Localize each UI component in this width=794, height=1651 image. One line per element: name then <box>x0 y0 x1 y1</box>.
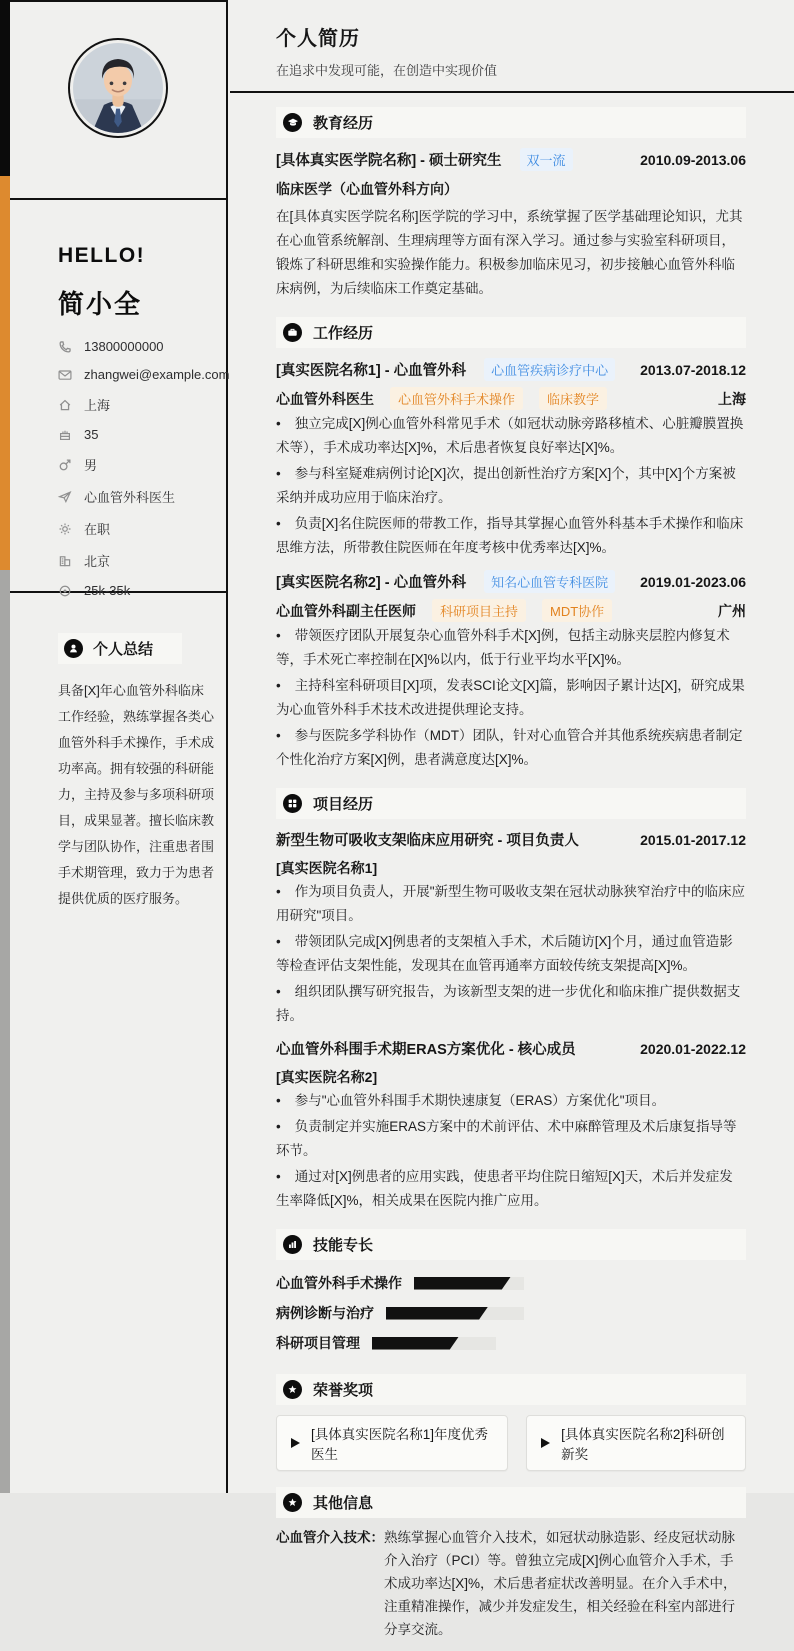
page-title: 个人简历 <box>276 28 360 50</box>
status-icon <box>58 522 72 536</box>
age-icon <box>58 428 72 442</box>
city-icon <box>58 554 72 568</box>
awards-list <box>276 1415 746 1471</box>
section-header-awards <box>276 1374 746 1405</box>
contact-status-value: 在职 <box>84 522 111 537</box>
education-badge-link[interactable]: 双一流 <box>520 148 573 171</box>
play-triangle-icon <box>541 1438 550 1448</box>
page-subtitle: 在追求中发现可能，在创造中实现价值 <box>276 63 498 78</box>
award-label: [具体真实医院名称2]科研创新奖 <box>561 1427 725 1462</box>
phone-icon <box>58 340 72 354</box>
bullet-item: • 带领医疗团队开展复杂心血管外科手术[X]例，包括主动脉夹层腔内修复术等，手术死亡率控制在[X]%以内，低于行业平均水平[X]%。 <box>276 624 746 672</box>
play-triangle-icon <box>291 1438 300 1448</box>
skill-item <box>276 1303 524 1323</box>
contact-phone-value: 13800000000 <box>84 339 164 354</box>
section-title-education: 教育经历 <box>313 115 374 132</box>
photo-block <box>10 2 226 200</box>
award-item-1[interactable] <box>276 1415 508 1471</box>
skill-label: 病例诊断与治疗 <box>276 1305 374 1321</box>
contact-location-value: 上海 <box>84 398 111 413</box>
section-title-work: 工作经历 <box>313 325 374 342</box>
candidate-name: 简小全 <box>58 289 143 319</box>
skill-label: 心血管外科手术操作 <box>276 1275 402 1291</box>
bullet-item: • 作为项目负责人，开展"新型生物可吸收支架在冠状动脉狭窄治疗中的临床应用研究"项目。 <box>276 880 746 928</box>
project1-org: [真实医院名称1] <box>276 860 378 876</box>
section-header-education <box>276 107 746 138</box>
edge-black-segment <box>0 0 10 176</box>
salary-icon <box>58 584 72 598</box>
person-icon <box>64 639 83 658</box>
job1-badge-link[interactable]: 心血管疾病诊疗中心 <box>484 358 615 381</box>
summary-header <box>58 633 182 664</box>
education-icon <box>283 113 302 132</box>
education-description: 在[具体真实医学院名称]医学院的学习中，系统掌握了医学基础理论知识，尤其在心血管系统解剖、生理病理等方面有深入学习。通过参与实验室科研项目，锻炼了科研思维和实验操作能力。积极参加临床见习，初步接触心血管外科临床病例，为后续临床工作奠定基础。 <box>276 209 743 296</box>
project1-bullets <box>276 880 746 1028</box>
summary-title: 个人总结 <box>93 641 154 658</box>
project1-head <box>276 829 746 850</box>
job2-role-row <box>276 599 746 622</box>
contact-salary-value: 25k-35k <box>84 583 131 598</box>
award-label: [具体真实医院名称1]年度优秀医生 <box>311 1427 489 1462</box>
job1-tag-2: 临床教学 <box>539 387 607 410</box>
education-school: [具体真实医学院名称] - 硕士研究生 <box>276 153 502 169</box>
contact-location <box>58 395 216 414</box>
bullet-item: • 参与科室疑难病例讨论[X]次，提出创新性治疗方案[X]个，其中[X]个方案被采纳并成功应用于临床治疗。 <box>276 462 746 510</box>
award-star-icon <box>283 1380 302 1399</box>
skill-item <box>276 1273 524 1293</box>
bullet-item: • 组织团队撰写研究报告，为该新型支架的进一步优化和临床推广提供数据支持。 <box>276 980 746 1028</box>
job1-tag-1: 心血管外科手术操作 <box>390 387 523 410</box>
project2-name: 心血管外科围手术期ERAS方案优化 - 核心成员 <box>276 1042 576 1058</box>
section-title-other: 其他信息 <box>313 1495 374 1512</box>
award-item-2[interactable] <box>526 1415 746 1471</box>
job1-org: [真实医院名称1] - 心血管外科 <box>276 363 467 379</box>
skill-item <box>276 1333 716 1353</box>
section-header-other <box>276 1487 746 1518</box>
education-date: 2010.09-2013.06 <box>640 151 746 168</box>
contact-phone <box>58 339 216 354</box>
bar-chart-icon <box>283 1235 302 1254</box>
other-info-row <box>276 1526 746 1641</box>
skill-bar-track <box>386 1307 524 1320</box>
project2-bullets <box>276 1089 746 1213</box>
other-info-text: 熟练掌握心血管介入技术，如冠状动脉造影、经皮冠状动脉介入治疗（PCI）等。曾独立完成[X]例心血管介入手术，手术成功率达[X]%，术后患者症状改善明显。在介入手术中，注重精准操作，减少并发症发生，相关经验在科室内部进行分享交流。 <box>384 1530 737 1637</box>
job2-org: [真实医院名称2] - 心血管外科 <box>276 575 467 591</box>
job2-badge-link[interactable]: 知名心血管专科医院 <box>484 570 615 593</box>
job1-role-row <box>276 387 746 410</box>
main-column <box>230 0 794 1637</box>
contact-email <box>58 367 230 382</box>
avatar <box>68 38 168 138</box>
contact-job-value: 心血管外科医生 <box>84 490 176 505</box>
project1-name: 新型生物可吸收支架临床应用研究 - 项目负责人 <box>276 833 579 849</box>
bullet-item: • 负责制定并实施ERAS方案中的术前评估、术中麻醉管理及术后康复指导等环节。 <box>276 1115 746 1163</box>
job2-tag-2: MDT协作 <box>542 599 612 622</box>
edge-orange-segment <box>0 176 10 570</box>
medal-star-icon <box>283 1493 302 1512</box>
section-header-work <box>276 317 746 348</box>
skill-bar-track <box>372 1337 496 1350</box>
contact-status <box>58 519 216 538</box>
briefcase-icon <box>283 323 302 342</box>
job2-date: 2019.01-2023.06 <box>640 573 746 590</box>
section-header-skills <box>276 1229 746 1260</box>
section-title-awards: 荣誉奖项 <box>313 1382 374 1399</box>
hello-text: HELLO! <box>58 244 146 267</box>
bullet-item: • 主持科室科研项目[X]项，发表SCI论文[X]篇，影响因子累计达[X]，研究成果为心血管外科手术技术改进提供理论支持。 <box>276 674 746 722</box>
section-title-projects: 项目经历 <box>313 796 374 813</box>
job2-location: 广州 <box>718 602 746 619</box>
job1-role: 心血管外科医生 <box>276 390 374 407</box>
bullet-item: • 参与"心血管外科围手术期快速康复（ERAS）方案优化"项目。 <box>276 1089 746 1113</box>
contact-age <box>58 427 216 442</box>
project2-org: [真实医院名称2] <box>276 1069 378 1085</box>
skill-bar-fill <box>414 1277 511 1290</box>
gender-icon <box>58 458 72 472</box>
avatar-illustration <box>73 43 163 133</box>
project1-date: 2015.01-2017.12 <box>640 831 746 848</box>
resume-header <box>230 0 794 93</box>
skill-label: 科研项目管理 <box>276 1335 360 1351</box>
main-body <box>230 107 794 1651</box>
job1-location: 上海 <box>718 390 746 407</box>
bullet-item: • 参与医院多学科协作（MDT）团队，针对心血管合并其他系统疾病患者制定个性化治疗方案[X]例，患者满意度达[X]%。 <box>276 724 746 772</box>
job1-date: 2013.07-2018.12 <box>640 361 746 378</box>
contact-email-value: zhangwei@example.com <box>84 367 230 382</box>
job2-tag-1: 科研项目主持 <box>432 599 526 622</box>
contact-age-value: 35 <box>84 427 99 442</box>
bullet-item: • 带领团队完成[X]例患者的支架植入手术，术后随访[X]个月，通过血管造影等检查评估支架性能，发现其在血管再通率方面较传统支架提高[X]%。 <box>276 930 746 978</box>
summary-section <box>10 593 226 912</box>
section-header-projects <box>276 788 746 819</box>
contact-block <box>10 200 230 598</box>
summary-text: 具备[X]年心血管外科临床工作经验，熟练掌握各类心血管外科手术操作，手术成功率高。拥有较强的科研能力，主持及参与多项科研项目，成果显著。擅长临床教学与团队协作，注重患者围手术期管理，致力于为患者提供优质的医疗服务。 <box>58 683 215 906</box>
edge-accent-strip <box>0 0 10 1493</box>
edge-gray-segment <box>0 570 10 1493</box>
job2-role: 心血管外科副主任医师 <box>276 602 416 619</box>
contact-gender-value: 男 <box>84 458 98 473</box>
skills-list <box>276 1268 746 1358</box>
home-icon <box>58 398 72 412</box>
job1-head <box>276 358 746 381</box>
contact-list <box>58 339 230 598</box>
job2-bullets <box>276 624 746 772</box>
education-entry-head <box>276 148 746 171</box>
contact-gender <box>58 455 216 474</box>
job1-bullets <box>276 412 746 560</box>
contact-job <box>58 487 216 506</box>
grid-icon <box>283 794 302 813</box>
skill-bar-track <box>414 1277 524 1290</box>
project2-head <box>276 1038 746 1059</box>
education-major: 临床医学（心血管外科方向） <box>276 181 458 197</box>
skill-bar-fill <box>372 1337 459 1350</box>
job2-head <box>276 570 746 593</box>
contact-city-value: 北京 <box>84 554 111 569</box>
contact-city <box>58 551 216 570</box>
section-title-skills: 技能专长 <box>313 1237 374 1254</box>
other-info-label: 心血管介入技术： <box>276 1530 384 1545</box>
bullet-item: • 通过对[X]例患者的应用实践，使患者平均住院日缩短[X]天，术后并发症发生率降低[X]%，相关成果在医院内推广应用。 <box>276 1165 746 1213</box>
bullet-item: • 负责[X]名住院医师的带教工作，指导其掌握心血管外科基本手术操作和临床思维方法，所带教住院医师在年度考核中优秀率达[X]%。 <box>276 512 746 560</box>
job-icon <box>58 490 72 504</box>
skill-bar-fill <box>386 1307 488 1320</box>
bullet-item: • 独立完成[X]例心血管外科常见手术（如冠状动脉旁路移植术、心脏瓣膜置换术等），手术成功率达[X]%，术后患者恢复良好率达[X]%。 <box>276 412 746 460</box>
mail-icon <box>58 368 72 382</box>
sidebar <box>10 0 228 1493</box>
project2-date: 2020.01-2022.12 <box>640 1040 746 1057</box>
